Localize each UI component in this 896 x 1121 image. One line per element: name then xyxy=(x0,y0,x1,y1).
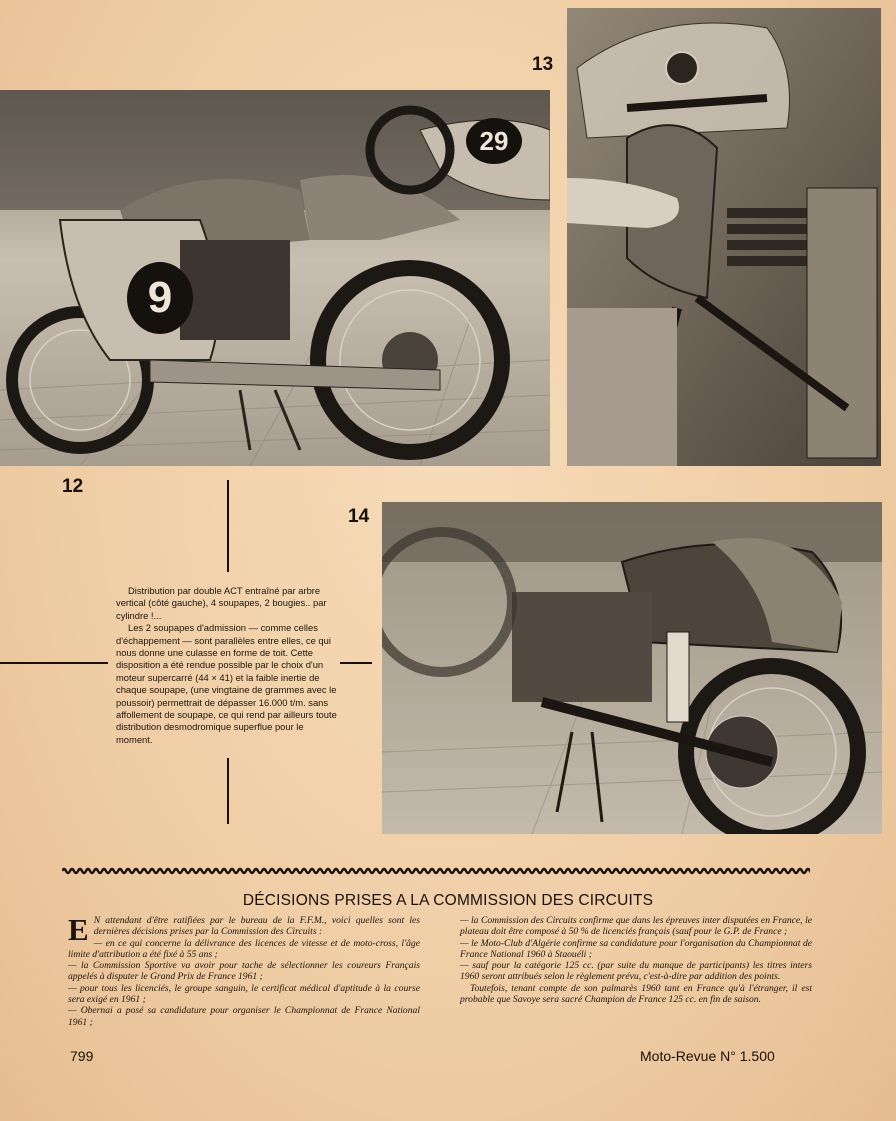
figure-number-12: 12 xyxy=(62,476,84,497)
article-paragraph: — sauf pour la catégorie 125 cc. (par suite du manque de participants) les titres inters 1960 seront attribués selon le règlement prévu, c'est-à-dire par addition des points. xyxy=(460,960,812,983)
article-paragraph: E N attendant d'être ratifiées par le bureau de la F.F.M., voici quelles sont les dernières décisions prises par la Commission des Circuits : xyxy=(68,912,420,947)
caption-rule-left xyxy=(0,662,108,664)
caption-rule-bottom xyxy=(227,758,229,824)
figure-number-14: 14 xyxy=(348,506,370,527)
plate-number: 9 xyxy=(147,273,173,322)
article-paragraph: — Obernai a posé sa candidature pour organiser le Championnat de France National 1961 ; xyxy=(68,1005,420,1028)
caption-paragraph: Les 2 soupapes d'admission — comme celles d'échappement — sont parallèles entre elles, ce qui nous donne une culasse en forme de toit. Cette disposition a été rendue possible par le choix d'un moteur supercarré (44 × 41) et la faible inertie de chaque soupape, (une vingtaine de grammes avec le poussoir) permettrait de dépasser 16.000 t/m. sans affollement de soupape, ce qui rend par ailleurs toute distribution desmodromique superflue pour le moment. xyxy=(116,622,337,745)
decorative-wavy-rule xyxy=(62,866,810,876)
plate-number: 29 xyxy=(479,126,509,156)
figure-number-13: 13 xyxy=(532,54,554,75)
caption-paragraph: Distribution par double ACT entraîné par arbre vertical (côté gauche), 4 soupapes, 2 bougies.. par cylindre !... xyxy=(116,585,327,621)
article-right-column xyxy=(460,915,812,1005)
article-headline: DÉCISIONS PRISES A LA COMMISSION DES CIRCUITS xyxy=(242,892,654,909)
photo-caption xyxy=(116,585,338,746)
article-left-column xyxy=(68,912,420,1028)
photo-14-rear-suspension xyxy=(382,502,882,834)
race-number-plate-29 xyxy=(466,118,522,164)
article-paragraph: Toutefois, tenant compte de son palmarès 1960 tant en France qu'à l'étranger, il est probable que Savoye sera sacré Champion de France 125 cc. en fin de saison. xyxy=(460,982,812,1006)
caption-rule-top xyxy=(227,480,229,572)
photo-13-engine-detail xyxy=(567,8,881,466)
magazine-issue: Moto-Revue N° 1.500 xyxy=(640,1048,775,1064)
engine-detail-photo-13 xyxy=(567,8,881,466)
rear-suspension-photo-14 xyxy=(382,502,882,834)
article-paragraph: — en ce qui concerne la délivrance des licences de vitesse et de moto-cross, l'âge limite d'attribution a été fixé à 55 ans ; xyxy=(68,937,420,960)
drop-cap: E xyxy=(68,912,89,947)
photo-12-racing-motorcycle xyxy=(0,90,550,466)
page-number: 799 xyxy=(70,1048,94,1064)
article-paragraph: — le Moto-Club d'Algérie confirme sa candidature pour l'organisation du Championnat de France National 1960 à Staouéli ; xyxy=(460,937,812,960)
article-paragraph: — la Commission Sportive va avoir pour tache de sélectionner les coureurs Français appelés à disputer le Grand Prix de France 1961 ; xyxy=(68,960,420,983)
article-paragraph: — pour tous les licenciés, le groupe sanguin, le certificat médical d'aptitude à la course sera exigé en 1961 ; xyxy=(68,982,420,1006)
race-number-plate-9 xyxy=(127,262,193,334)
caption-rule-right xyxy=(340,662,372,664)
article-paragraph: — la Commission des Circuits confirme que dans les épreuves inter disputées en France, le plateau doit être composé à 50 % de licenciés français (sauf pour le G.P. de France ; xyxy=(460,915,812,938)
